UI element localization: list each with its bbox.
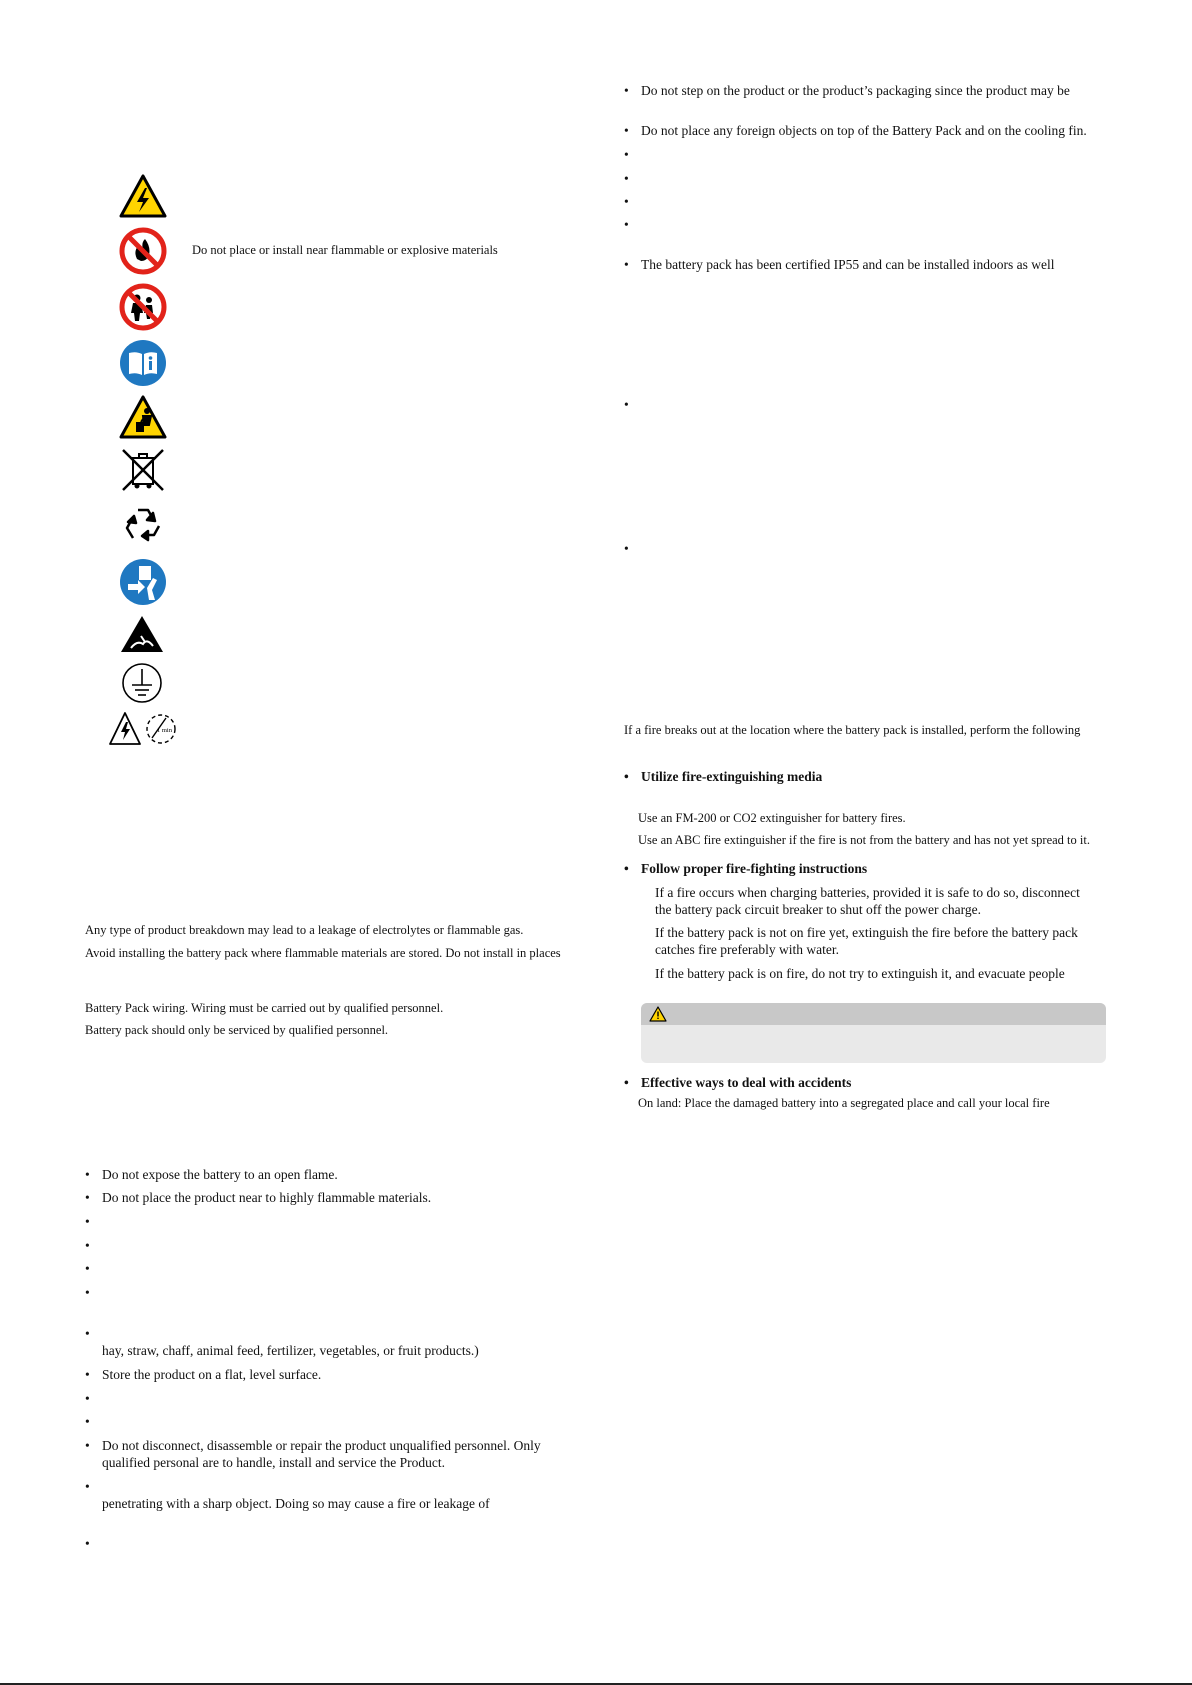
- list-item: •: [85, 1238, 90, 1253]
- fighting-bullet: •: [624, 861, 629, 876]
- list-item: •: [624, 194, 629, 209]
- paragraph-serviced: Battery pack should only be serviced by qualified personnel.: [85, 1023, 389, 1037]
- media-bullet: •: [624, 769, 629, 784]
- accidents-bullet: •: [624, 1075, 629, 1090]
- media-heading: Utilize fire-extinguishing media: [641, 769, 823, 784]
- fighting-heading: Follow proper fire-fighting instructions: [641, 861, 868, 876]
- list-item: •: [624, 217, 629, 232]
- list-item: •: [85, 1391, 90, 1406]
- weee-crossed-bin-icon: [119, 446, 167, 499]
- protective-earth-icon: [120, 661, 164, 710]
- list-item: •: [85, 1261, 90, 1276]
- recycle-icon: [119, 502, 167, 555]
- list-item-text: Do not disconnect, disassemble or repair the product unqualified personnel. Only: [102, 1438, 541, 1453]
- list-item-text: penetrating with a sharp object. Doing so may cause a fire or leakage of: [102, 1496, 490, 1511]
- fighting-item-line: If a fire occurs when charging batteries, provided it is safe to do so, disconnect: [655, 885, 1080, 900]
- paragraph-breakdown: Any type of product breakdown may lead to a leakage of electrolytes or flammable gas.: [85, 923, 524, 937]
- list-item-text: hay, straw, chaff, animal feed, fertilizer, vegetables, or fruit products.): [102, 1343, 479, 1358]
- warning-triangle-icon: [649, 1006, 667, 1027]
- fighting-item-line: If the battery pack is on fire, do not try to extinguish it, and evacuate people: [655, 966, 1065, 981]
- esd-warning-icon: [119, 614, 165, 659]
- discharge-time-label: 1 min: [157, 727, 172, 734]
- heavy-lifting-warning-icon: [119, 395, 167, 444]
- media-line: Use an ABC fire extinguisher if the fire is not from the battery and has not yet spread to it.: [638, 833, 1090, 847]
- accidents-line: On land: Place the damaged battery into a segregated place and call your local fire: [638, 1096, 1050, 1110]
- list-item-text: qualified personal are to handle, install and service the Product.: [102, 1455, 446, 1470]
- list-item-text: Do not step on the product or the product’s packaging since the product may be: [641, 83, 1070, 98]
- list-item: •: [624, 397, 629, 412]
- list-item: •: [85, 1326, 90, 1341]
- list-item: •: [624, 83, 629, 98]
- media-line: Use an FM-200 or CO2 extinguisher for battery fires.: [638, 811, 906, 825]
- list-item: •: [624, 171, 629, 186]
- fighting-item-line: If the battery pack is not on fire yet, extinguish the fire before the battery pack: [655, 925, 1078, 940]
- symbol-label-flammable: Do not place or install near flammable or explosive materials: [192, 243, 498, 257]
- list-item-text: Do not expose the battery to an open flame.: [102, 1167, 338, 1182]
- list-item-text: The battery pack has been certified IP55 and can be installed indoors as well: [641, 257, 1055, 272]
- electric-shock-warning-icon: [119, 174, 167, 223]
- list-item: •: [624, 257, 629, 272]
- list-item-text: Store the product on a flat, level surface.: [102, 1367, 322, 1382]
- read-manual-icon: [119, 339, 167, 392]
- list-item-text: Do not place the product near to highly flammable materials.: [102, 1190, 432, 1205]
- paragraph-avoid-installing: Avoid installing the battery pack where flammable materials are stored. Do not install in places: [85, 946, 561, 960]
- keep-away-from-children-icon: [119, 283, 167, 336]
- list-item: •: [85, 1479, 90, 1494]
- fighting-item-line: catches fire preferably with water.: [655, 942, 840, 957]
- list-item-text: Do not place any foreign objects on top of the Battery Pack and on the cooling fin.: [641, 123, 1087, 138]
- fire-intro: If a fire breaks out at the location where the battery pack is installed, perform the following: [624, 723, 1081, 737]
- fighting-item-line: the battery pack circuit breaker to shut off the power charge.: [655, 902, 981, 917]
- list-item: •: [85, 1536, 90, 1551]
- list-item: •: [624, 147, 629, 162]
- list-item: •: [85, 1367, 90, 1382]
- warning-box-header: [641, 1003, 1106, 1025]
- list-item: •: [624, 123, 629, 138]
- no-flammable-materials-icon: [119, 227, 167, 280]
- paragraph-wiring: Battery Pack wiring. Wiring must be carried out by qualified personnel.: [85, 1001, 444, 1015]
- list-item: •: [624, 541, 629, 556]
- accidents-heading: Effective ways to deal with accidents: [641, 1075, 852, 1090]
- list-item: •: [85, 1214, 90, 1229]
- discharge-wait-icon: [108, 710, 178, 753]
- warning-box: [641, 1003, 1106, 1063]
- list-item: •: [85, 1285, 90, 1300]
- list-item: •: [85, 1414, 90, 1429]
- list-item: •: [85, 1190, 90, 1205]
- list-item: •: [85, 1167, 90, 1182]
- disconnect-power-icon: [119, 558, 167, 611]
- list-item: •: [85, 1438, 90, 1453]
